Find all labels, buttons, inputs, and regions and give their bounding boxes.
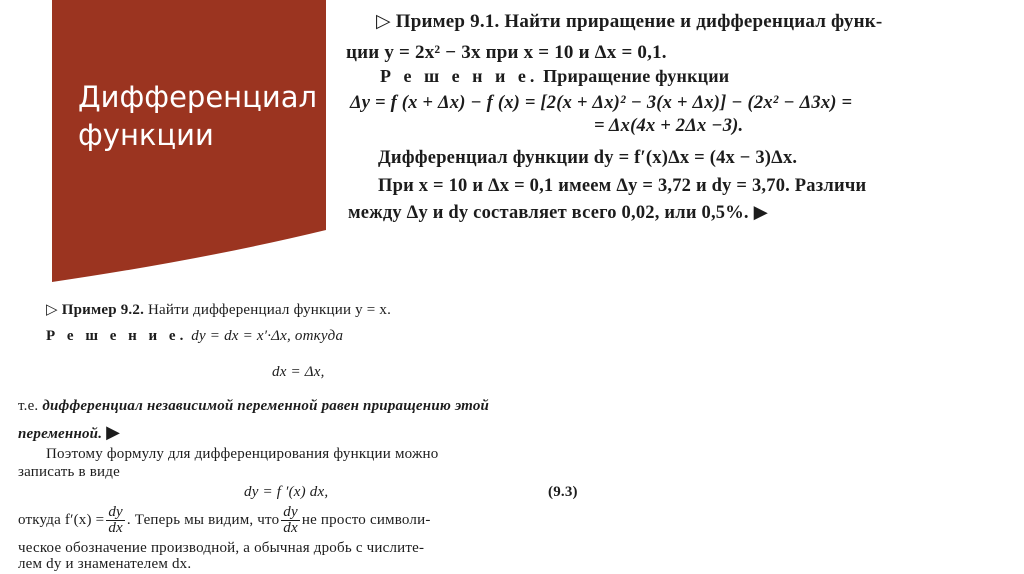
example2-te-italic: дифференциал независимой переменной равен приращению этой — [42, 398, 490, 414]
fraction-denominator: dx — [108, 519, 123, 536]
example2-heading: Пример 9.2. — [61, 302, 145, 318]
example2-solution-label: Р е ш е н и е. — [46, 328, 188, 344]
example1-line2: ции y = 2x² − 3x при x = 10 и Δx = 0,1. — [346, 42, 667, 63]
example1-result-text: между Δy и dy составляет всего 0,02, или 0,5%. — [348, 203, 749, 223]
example-9-2 — [0, 288, 610, 574]
example2-center-eq: dx = Δx, — [272, 364, 325, 380]
example2-otkuda-line — [18, 500, 431, 540]
example2-last1: ческое обозначение производной, а обычная дробь с числите- — [18, 540, 425, 556]
example2-te-line — [18, 398, 489, 415]
example2-solution-line — [46, 328, 343, 345]
example1-solution-line — [380, 66, 729, 87]
title-band-bottom — [52, 220, 326, 284]
example2-te-prefix: т.е. — [18, 398, 39, 414]
example2-last2: лем dy и знаменателем dx. — [18, 556, 192, 572]
example2-heading-line — [46, 300, 391, 319]
derivative-fraction-2 — [281, 505, 300, 536]
example2-te-line2 — [18, 422, 120, 443]
example2-formula: dy = f ′(x) dx, — [244, 484, 329, 500]
example1-marker-icon: ▷ — [376, 10, 391, 32]
example1-eq1: Δy = f (x + Δx) − f (x) = [2(x + Δx)² − 3(x + Δx)] − (2x² − Δ3x) = — [350, 93, 853, 113]
fraction-numerator: dy — [108, 503, 123, 520]
derivative-fraction — [106, 505, 125, 536]
example2-para2: записать в виде — [18, 464, 120, 480]
example2-solution-rest: dy = dx = x′·Δx, откуда — [191, 328, 344, 344]
example1-eq2: = Δx(4x + 2Δx −3). — [594, 116, 744, 136]
example-9-1 — [340, 0, 1024, 230]
fraction2-numerator: dy — [283, 503, 298, 520]
example1-solution-rest: Приращение функции — [543, 66, 730, 86]
example2-para1: Поэтому формулу для дифференцирования функции можно — [46, 446, 439, 462]
example2-marker-icon: ▷ — [46, 300, 58, 318]
example1-heading-line — [376, 10, 882, 33]
example1-end-marker-icon: ▶ — [753, 202, 769, 223]
example2-te-italic2: переменной. — [18, 426, 103, 442]
example1-result-line1: При x = 10 и Δx = 0,1 имеем Δy = 3,72 и dy = 3,70. Различи — [378, 176, 867, 196]
example2-middle-text: . Теперь мы видим, что — [126, 511, 280, 528]
example2-end-marker-icon: ▶ — [106, 422, 121, 443]
example1-solution-label: Р е ш е н и е. — [380, 66, 539, 86]
example1-heading: Пример 9.1. — [395, 11, 500, 32]
example2-after-frac: не просто символи- — [301, 511, 431, 528]
example2-formula-number: (9.3) — [548, 484, 578, 500]
fraction2-denominator: dx — [283, 519, 298, 536]
example1-result-line2 — [348, 202, 768, 224]
example2-otkuda: откуда f′(x) = — [18, 511, 105, 528]
example2-heading-rest: Найти дифференциал функции y = x. — [147, 302, 392, 318]
example1-diff-line: Дифференциал функции dy = f′(x)Δx = (4x − 3)Δx. — [378, 148, 798, 168]
slide-title: Дифференциал функции — [78, 80, 318, 152]
example1-line1: Найти приращение и дифференциал функ- — [504, 11, 883, 32]
